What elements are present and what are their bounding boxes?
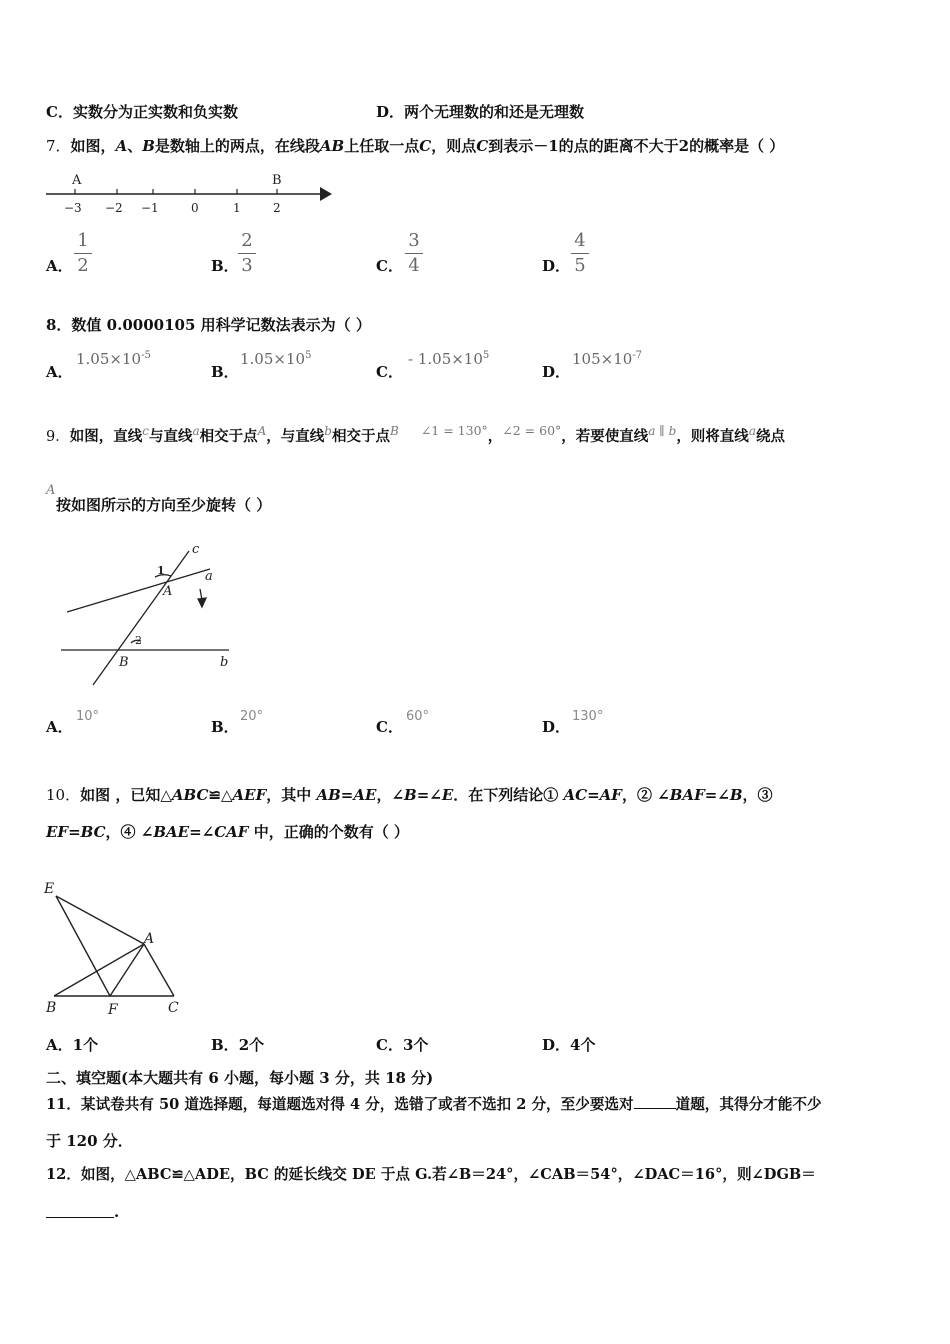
q9-point-a-mark: A: [46, 483, 56, 498]
q8-option-b-label: B．: [211, 363, 239, 381]
q6-option-c: C．实数分为正实数和负实数: [46, 103, 238, 121]
q7-option-c-label: C．: [376, 257, 403, 275]
section-heading-fill-in: 二、填空题(本大题共有 6 小题，每小题 3 分，共 18 分): [46, 1069, 434, 1087]
q11-answer-blank[interactable]: [634, 1094, 676, 1109]
q8-option-b-value: $1.05\times 10^5$: [240, 350, 312, 368]
nl-label-a: A: [72, 173, 82, 188]
q9-option-b-value: 20°: [240, 709, 264, 724]
q7-option-b-label: B．: [211, 257, 239, 275]
q8-option-d-value: $105\times 10^{-7}$: [572, 350, 643, 368]
fig10-label-f: F: [108, 1002, 118, 1018]
nl-label-b: B: [272, 173, 282, 188]
q10-option-d: D．4个: [542, 1036, 596, 1054]
q7-option-d-fraction: 4 5: [571, 231, 589, 276]
fig9-angle-1: 1: [157, 564, 165, 577]
fig9-angle-2: 2: [135, 634, 142, 647]
nl-tick-label: −3: [64, 201, 82, 215]
q8-stem: 8．数值 0.0000105 用科学记数法表示为（ ）: [46, 316, 371, 334]
nl-tick-label: 2: [273, 201, 281, 215]
nl-tick-label: 1: [233, 201, 241, 215]
nl-tick-label: −2: [105, 201, 123, 215]
q9-option-c-label: C．: [376, 718, 403, 736]
q7-option-d-label: D．: [542, 257, 571, 275]
q10-option-a: A．1个: [46, 1036, 99, 1054]
q11-stem-line2: 于 120 分．: [46, 1132, 133, 1150]
q12-period: .: [114, 1203, 120, 1221]
fig9-label-point-a: A: [163, 584, 173, 599]
q7-option-a-label: A．: [46, 257, 73, 275]
q9-option-d-value: 130°: [572, 709, 604, 724]
fig9-label-point-b: B: [119, 655, 129, 670]
q11-stem: 11．某试卷共有 50 道选择题，每道题选对得 4 分，选错了或者不选扣 2 分，至少要选对 道题，其得分才能不少: [46, 1096, 822, 1113]
q8-option-d-label: D．: [542, 363, 571, 381]
q8-option-c-label: C．: [376, 363, 403, 381]
q9-stem-line2: 按如图所示的方向至少旋转（ ）: [56, 496, 272, 514]
q10-figure: [40, 876, 190, 1018]
q9-option-b-label: B．: [211, 718, 239, 736]
q9-option-c-value: 60°: [406, 709, 430, 724]
fig10-label-e: E: [44, 881, 55, 897]
q10-option-c: C．3个: [376, 1036, 429, 1054]
q7-stem: 7．如图，A、B是数轴上的两点，在线段AB上任取一点C，则点C到表示－1的点的距离不大于2的概率是（ ）: [46, 137, 785, 155]
q12-answer-blank[interactable]: [46, 1201, 114, 1218]
q8-option-c-value: - $1.05\times 10^5$: [408, 350, 490, 368]
fig9-label-c: c: [192, 542, 200, 557]
nl-tick-label: 0: [191, 201, 199, 215]
q6-option-d: D．两个无理数的和还是无理数: [376, 103, 585, 121]
q7-option-a-fraction: 1 2: [74, 231, 92, 276]
fig10-label-a: A: [144, 931, 155, 947]
q10-stem-line2: EF=BC，④ ∠BAE=∠CAF 中，正确的个数有（ ）: [46, 823, 409, 841]
q9-option-d-label: D．: [542, 718, 571, 736]
q9-option-a-value: 10°: [76, 709, 100, 724]
q7-number-line: [44, 170, 334, 218]
q9-figure: [55, 540, 245, 690]
q12-stem: 12．如图，△ABC≌△ADE，BC 的延长线交 DE 于点 G.若∠B＝24°，∠CAB＝54°，∠DAC＝16°，则∠DGB＝: [46, 1166, 816, 1183]
fig9-label-b-line: b: [220, 655, 229, 670]
fig9-label-a-line: a: [205, 569, 213, 584]
q9-option-a-label: A．: [46, 718, 73, 736]
q9-stem: 9．如图，直线$^c$与直线$^a$相交于点$^A$，与直线$^b$相交于点$^B$ $^{\angle 1 = 130^\circ}$，$^{\angle 2 = 60^\circ}$，若要使直线$^{a \parallel b}$，则将直线$^a$绕点: [46, 423, 785, 445]
q7-option-c-fraction: 3 4: [405, 231, 423, 276]
fig10-label-b: B: [46, 1000, 57, 1016]
q10-option-b: B．2个: [211, 1036, 265, 1054]
q8-option-a-label: A．: [46, 363, 73, 381]
q10-stem: 10．如图 ，已知△ABC≌△AEF，其中 AB=AE，∠B=∠E．在下列结论① AC=AF，② ∠BAF=∠B，③: [46, 786, 773, 804]
q8-option-a-value: $1.05\times 10^{-5}$: [76, 350, 151, 368]
q7-option-b-fraction: 2 3: [238, 231, 256, 276]
fig10-label-c: C: [168, 1000, 179, 1016]
nl-tick-label: −1: [141, 201, 159, 215]
